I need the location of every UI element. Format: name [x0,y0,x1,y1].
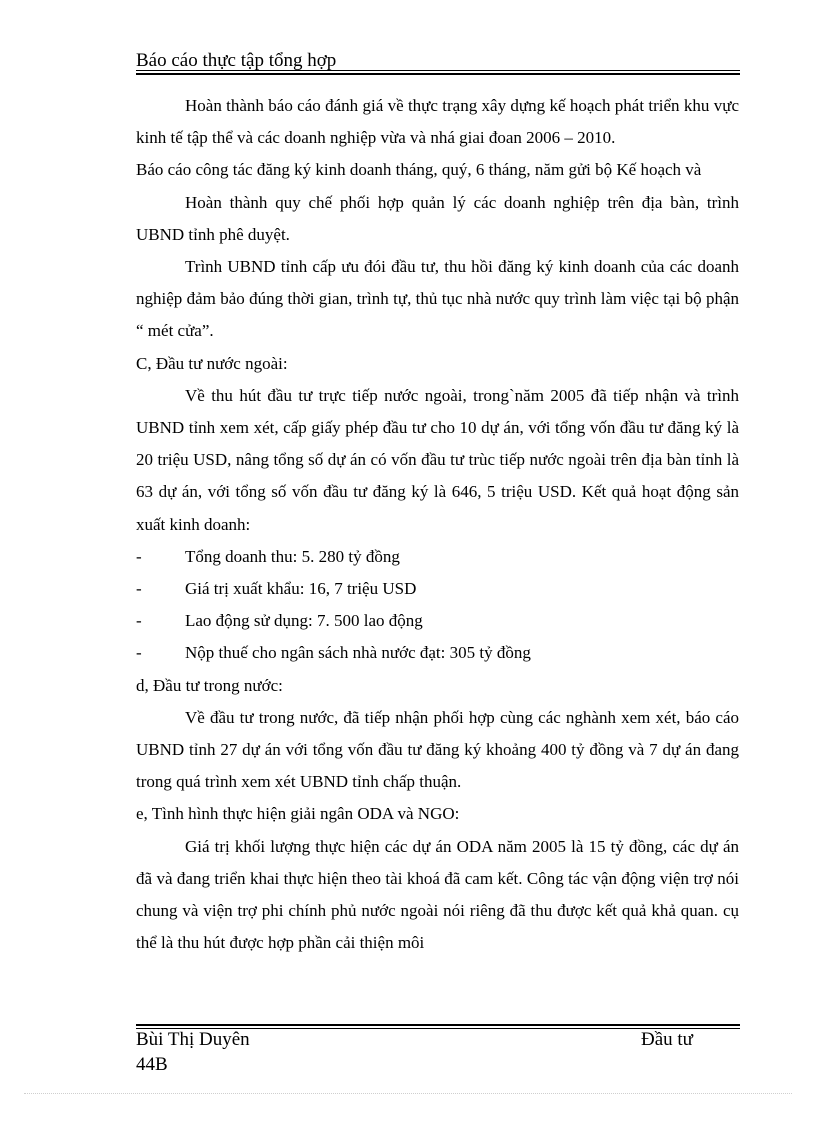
paragraph: Hoàn thành quy chế phối hợp quản lý các doanh nghiệp trên địa bàn, trình UBND tỉnh phê duyệt. [136,192,739,244]
list-item-text: Giá trị xuất khẩu: 16, 7 triệu USD [185,579,417,599]
bullet-mark: - [136,546,142,566]
page-boundary [24,1093,792,1094]
list-item [136,573,739,605]
footer-author-block [136,1027,250,1077]
list-item-text: Tổng doanh thu: 5. 280 tỷ đồng [185,546,400,566]
header-rule-thick [136,73,740,75]
list-item-text: Lao động sử dụng: 7. 500 lao động [185,611,423,631]
paragraph: Trình UBND tỉnh cấp ưu đói đầu tư, thu hồi đăng ký kinh doanh của các doanh nghiệp đảm bảo đúng thời gian, trình tự, thủ tục nhà nước quy trình làm việc tại bộ phận “ mét cửa”. [136,257,739,341]
list-item-text: Nộp thuế cho ngân sách nhà nước đạt: 305 tỷ đồng [185,643,531,663]
footer-class-code: 44B [136,1054,168,1075]
list-item [136,541,739,573]
header-rule-thin [136,70,740,71]
paragraph: Giá trị khối lượng thực hiện các dự án ODA năm 2005 là 15 tỷ đồng, các dự án đã và đang triển khai thực hiện theo tài khoá đã cam kết. Công tác vận động viện trợ nói chung và viện trợ phi chính phủ nước ngoài nói riêng đã thu được kết quả khả quan. cụ thể là thu hút được hợp phần cải thiện môi [136,836,739,953]
paragraph: Về đầu tư trong nước, đã tiếp nhận phối hợp cùng các nghành xem xét, báo cáo UBND tỉnh 27 dự án với tổng vốn đầu tư đăng ký khoảng 400 tỷ đồng và 7 dự án đang trong quá trình xem xét UBND tỉnh chấp thuận. [136,707,739,792]
bullet-mark: - [136,611,142,631]
paragraph: Hoàn thành báo cáo đánh giá về thực trạng xây dựng kế hoạch phát triển khu vực kinh tế tập thể và các doanh nghiệp vừa và nhá giai đoan 2006 – 2010. [136,96,739,148]
list-item [136,637,739,669]
paragraph: Về thu hút đầu tư trực tiếp nước ngoài, trong`năm 2005 đã tiếp nhận và trình UBND tỉnh xem xét, cấp giấy phép đầu tư cho 10 dự án, với tổng vốn đầu tư đăng ký là 20 triệu USD, nâng tổng số dự án có vốn đầu tư trùc tiếp nước ngoài trên địa bàn tỉnh là 63 dự án, với tổng số vốn đầu tư đăng ký là 646, 5 triệu USD. Kết quả hoạt động sản xuất kinh doanh: [136,385,739,534]
footer-department: Đầu tư [641,1029,693,1050]
footer-author: Bùi Thị Duyên [136,1029,250,1050]
document-body [136,90,739,959]
section-heading: C, Đầu tư nước ngoài: [136,353,288,373]
header-title: Báo cáo thực tập tổng hợp [136,50,337,71]
section-heading: e, Tình hình thực hiện giải ngân ODA và NGO: [136,804,460,824]
bullet-mark: - [136,643,142,663]
paragraph: Báo cáo công tác đăng ký kinh doanh tháng, quý, 6 tháng, năm gửi bộ Kế hoạch và [136,160,702,180]
bullet-mark: - [136,579,142,599]
list-item [136,605,739,637]
footer-rule-thick [136,1024,740,1026]
section-heading: d, Đầu tư trong nước: [136,675,283,695]
